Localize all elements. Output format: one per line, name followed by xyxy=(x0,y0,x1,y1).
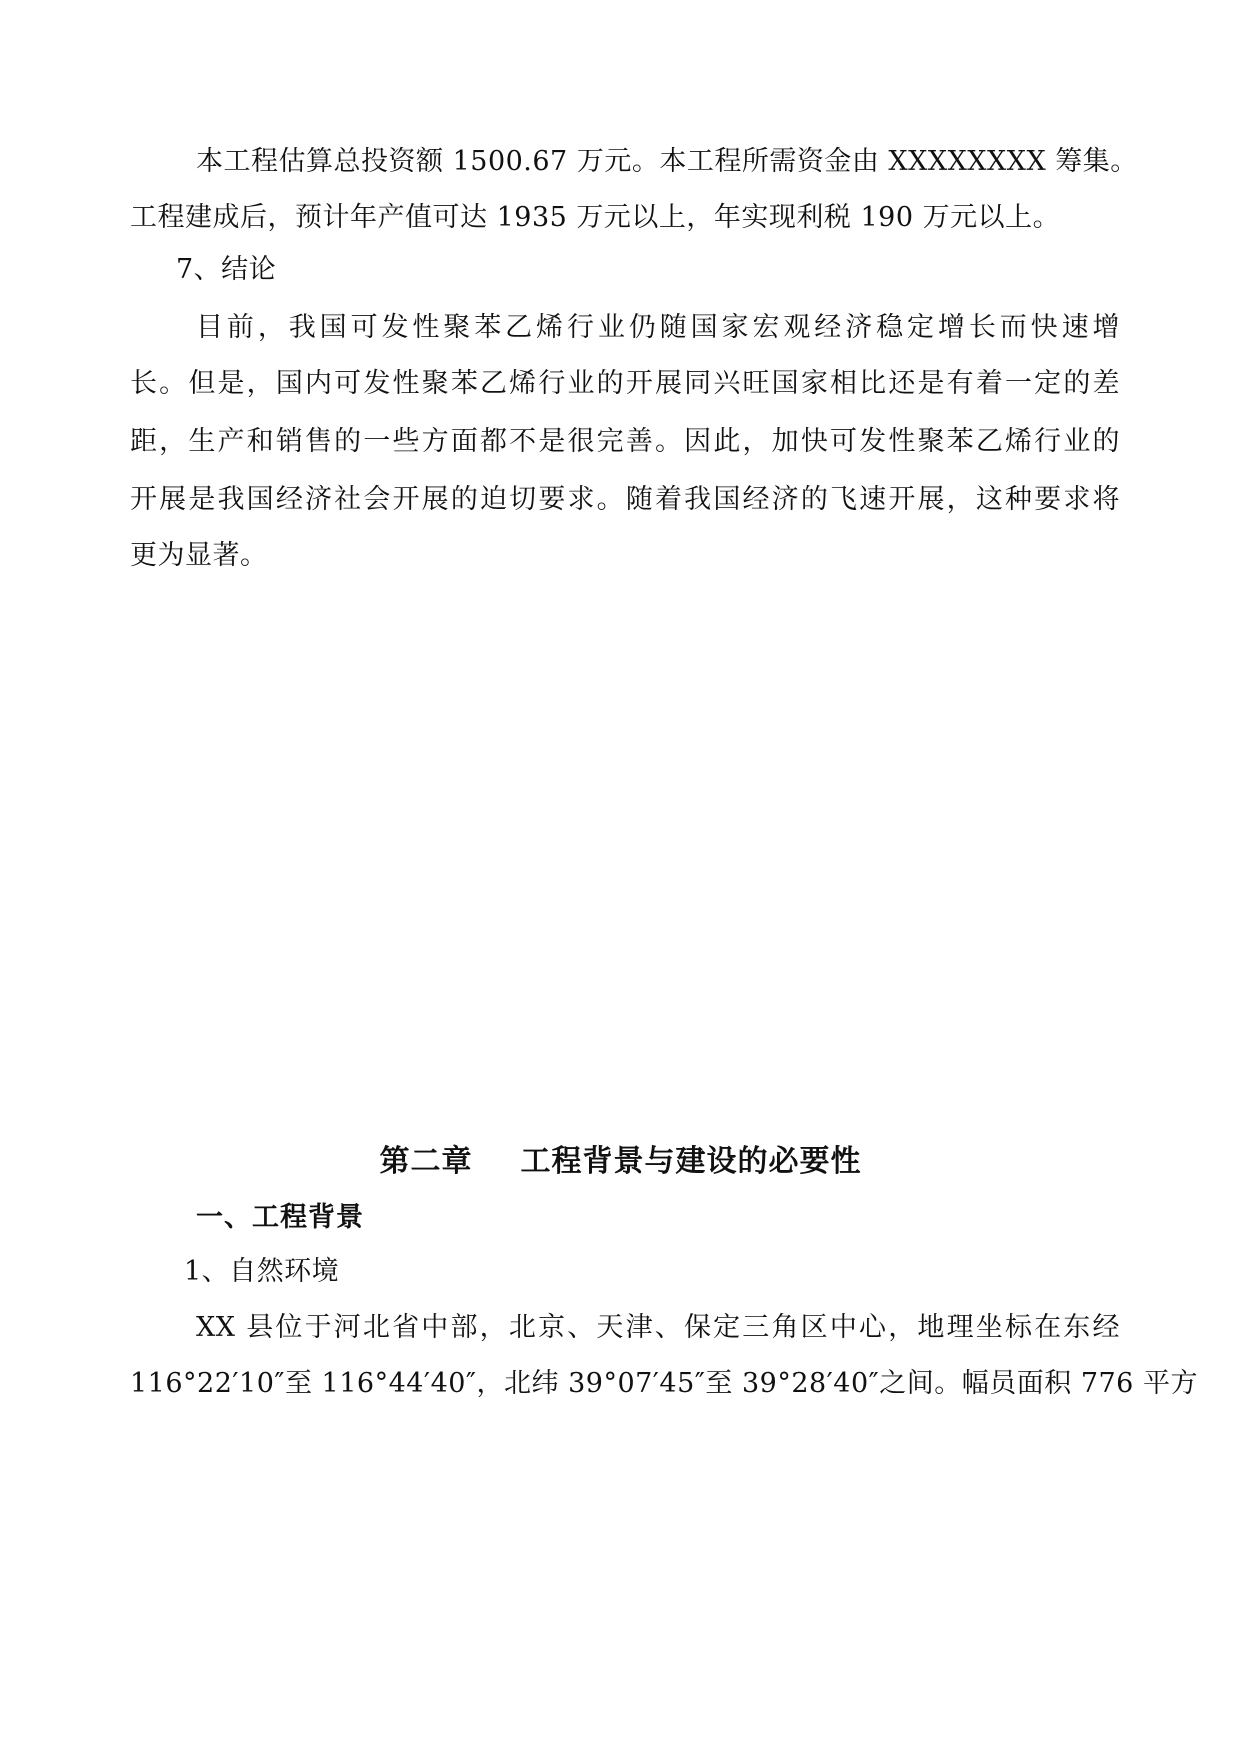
paragraph-conclusion-line-2: 长。但是，国内可发性聚苯乙烯行业的开展同兴旺国家相比还是有着一定的差 xyxy=(130,368,1120,399)
paragraph-conclusion-line-4: 开展是我国经济社会开展的迫切要求。随着我国经济的飞速开展，这种要求将 xyxy=(130,484,1120,515)
paragraph-investment-line-2: 工程建成后，预计年产值可达 1935 万元以上，年实现利税 190 万元以上。 xyxy=(130,202,1061,233)
chapter-heading xyxy=(0,1142,1241,1182)
section-heading: 一、工程背景 xyxy=(196,1202,364,1233)
paragraph-conclusion-line-1: 目前，我国可发性聚苯乙烯行业仍随国家宏观经济稳定增长而快速增 xyxy=(196,312,1120,343)
subheading-conclusion: 7、结论 xyxy=(176,254,277,285)
paragraph-conclusion-line-5: 更为显著。 xyxy=(130,540,268,571)
chapter-number: 第二章 xyxy=(379,1144,473,1179)
paragraph-conclusion-line-3: 距，生产和销售的一些方面都不是很完善。因此，加快可发性聚苯乙烯行业的 xyxy=(130,426,1120,457)
subheading-environment: 1、自然环境 xyxy=(184,1256,340,1287)
paragraph-environment-line-2: 116°22′10″至 116°44′40″，北纬 39°07′45″至 39°28′40″之间。幅员面积 776 平方 xyxy=(130,1368,1198,1399)
chapter-title: 工程背景与建设的必要性 xyxy=(520,1144,862,1179)
paragraph-investment-line-1: 本工程估算总投资额 1500.67 万元。本工程所需资金由 XXXXXXXX 筹集。 xyxy=(196,146,1138,177)
paragraph-environment-line-1: XX 县位于河北省中部，北京、天津、保定三角区中心，地理坐标在东经 xyxy=(196,1312,1120,1343)
